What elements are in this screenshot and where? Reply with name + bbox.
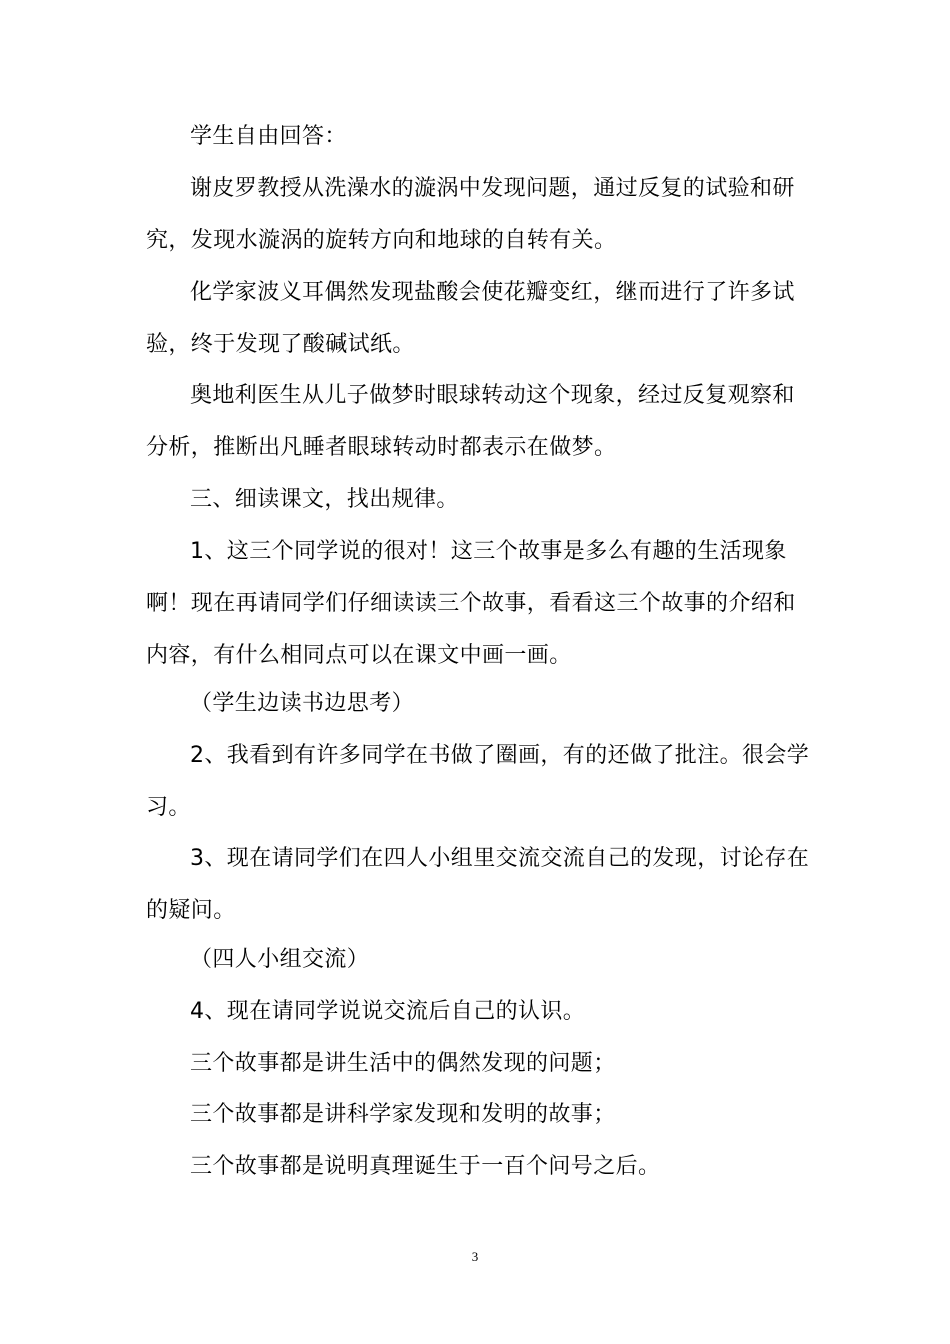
text-line: （四人小组交流）	[190, 947, 370, 972]
text-line: 谢皮罗教授从洗澡水的漩涡中发现问题，通过反复的试验和研	[190, 176, 795, 201]
text-line: 三个故事都是讲生活中的偶然发现的问题；	[190, 1051, 616, 1076]
text-line: 三个故事都是说明真理诞生于一百个问号之后。	[190, 1154, 661, 1179]
section-heading: 三、细读课文，找出规律。	[190, 487, 459, 512]
text-line: （学生边读书边思考）	[190, 691, 415, 716]
text-line: 究，发现水漩涡的旋转方向和地球的自转有关。	[146, 228, 617, 253]
text-line: 验，终于发现了酸碱试纸。	[146, 332, 415, 357]
text-line: 2、我看到有许多同学在书做了圈画，有的还做了批注。很会学	[190, 743, 810, 768]
page-number: 3	[471, 1249, 479, 1264]
text-line: 1、这三个同学说的很对！这三个故事是多么有趣的生活现象	[190, 539, 787, 564]
text-line: 习。	[146, 795, 191, 820]
text-line: 3、现在请同学们在四人小组里交流交流自己的发现，讨论存在	[190, 846, 810, 871]
text-line: 内容，有什么相同点可以在课文中画一画。	[146, 643, 572, 668]
text-line: 的疑问。	[146, 898, 236, 923]
text-line: 化学家波义耳偶然发现盐酸会使花瓣变红，继而进行了许多试	[190, 280, 795, 305]
text-line: 三个故事都是讲科学家发现和发明的故事；	[190, 1102, 616, 1127]
text-line: 啊！现在再请同学们仔细读读三个故事，看看这三个故事的介绍和	[146, 591, 796, 616]
text-line: 4、现在请同学说说交流后自己的认识。	[190, 999, 586, 1024]
text-line: 奥地利医生从儿子做梦时眼球转动这个现象，经过反复观察和	[190, 383, 795, 408]
text-line: 学生自由回答：	[190, 124, 347, 149]
text-line: 分析，推断出凡睡者眼球转动时都表示在做梦。	[146, 435, 617, 460]
